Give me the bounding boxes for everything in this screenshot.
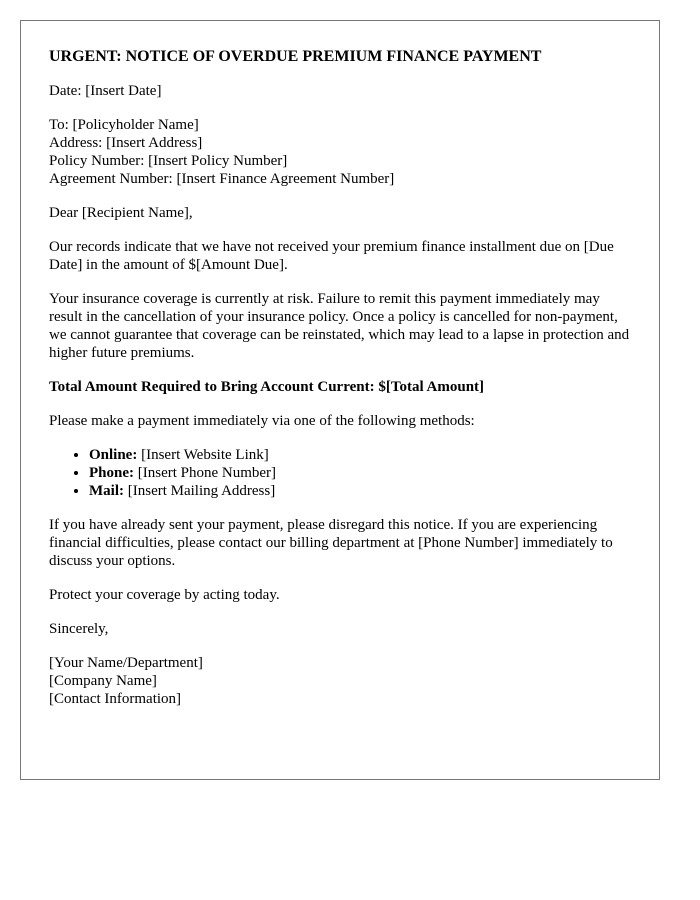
total-amount-line: Total Amount Required to Bring Account Current: $[Total Amount] [49,379,485,395]
list-item [89,464,631,482]
policy-number: Policy Number: [Insert Policy Number] [49,153,288,169]
list-item [89,482,631,500]
salutation: Dear [Recipient Name], [49,205,193,221]
letter-title: URGENT: NOTICE OF OVERDUE PREMIUM FINANCE PAYMENT [49,48,542,65]
payment-method-value: [Insert Website Link] [137,447,269,463]
payment-method-value: [Insert Phone Number] [134,465,277,481]
letter-container [20,20,660,780]
paragraph-risk: Your insurance coverage is currently at risk. Failure to remit this payment immediately may result in the cancellation of your insurance policy. Once a policy is cancelled for non-payment, we cannot guarantee that coverage can be reinstated, which may lead to a lapse in protection and higher future premiums. [49,291,630,361]
payment-method-label: Phone: [89,465,134,481]
recipient-to: To: [Policyholder Name] [49,117,199,133]
signature-company: [Company Name] [49,673,157,689]
signature-contact: [Contact Information] [49,691,182,707]
date-line: Date: [Insert Date] [49,83,162,99]
paragraph-records: Our records indicate that we have not received your premium finance installment due on [Due Date] in the amount of $[Amount Due]. [49,239,614,273]
closing: Sincerely, [49,621,109,637]
signature-block [49,654,631,708]
list-item [89,446,631,464]
payment-methods-list [49,446,631,500]
payment-method-value: [Insert Mailing Address] [124,483,276,499]
paragraph-disregard: If you have already sent your payment, please disregard this notice. If you are experiencing financial difficulties, please contact our billing department at [Phone Number] immediately to discuss your options. [49,517,613,569]
agreement-number: Agreement Number: [Insert Finance Agreement Number] [49,171,395,187]
payment-method-label: Mail: [89,483,124,499]
payment-method-label: Online: [89,447,138,463]
payment-intro: Please make a payment immediately via one of the following methods: [49,413,475,429]
signature-name: [Your Name/Department] [49,655,203,671]
recipient-block [49,116,631,188]
recipient-address: Address: [Insert Address] [49,135,203,151]
paragraph-protect: Protect your coverage by acting today. [49,587,280,603]
